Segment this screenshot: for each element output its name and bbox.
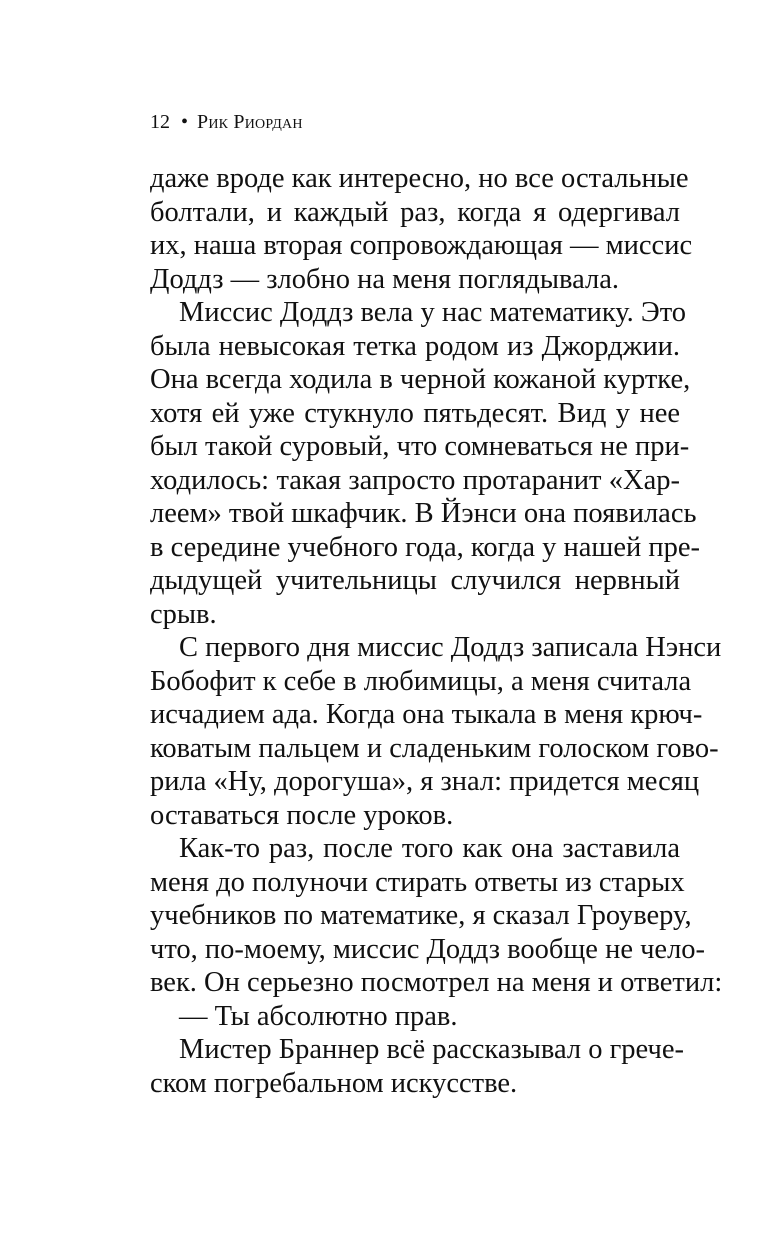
text-line: С первого дня миссис Доддз записала Нэнси: [179, 632, 722, 663]
text-line: хотя ей уже стукнуло пятьдесят. Вид у нее: [150, 397, 680, 429]
text-line: меня до полуночи стирать ответы из старых: [150, 866, 685, 898]
text-line: Доддз — злобно на меня поглядывала.: [150, 263, 619, 295]
text-line: оставаться после уроков.: [150, 799, 454, 831]
text-line: Как-то раз, после того как она заставила: [179, 833, 680, 864]
text-line: в середине учебного года, когда у нашей пре-: [150, 531, 701, 563]
text-line: дыдущей учительницы случился нервный: [150, 565, 680, 596]
text-line: Бобофит к себе в любимицы, а меня считала: [150, 665, 692, 697]
text-line: ском погребальном искусстве.: [150, 1067, 518, 1099]
text-line: век. Он серьезно посмотрел на меня и ответил:: [150, 967, 723, 998]
body-text: [150, 162, 723, 1100]
text-line: болтали, и каждый раз, когда я одергивал: [150, 196, 680, 228]
header-separator: •: [181, 111, 189, 133]
text-line: Мистер Браннер всё рассказывал о грече-: [179, 1034, 684, 1065]
author-name: Рик Риордан: [197, 111, 303, 133]
text-line: Она всегда ходила в черной кожаной куртке,: [150, 364, 691, 395]
text-line: учебников по математике, я сказал Гроуверу,: [150, 900, 692, 931]
text-line: срыв.: [150, 598, 217, 630]
text-line: — Ты абсолютно прав.: [179, 1000, 458, 1032]
running-head: [150, 108, 303, 136]
text-line: Миссис Доддз вела у нас математику. Это: [179, 297, 687, 328]
text-line: даже вроде как интересно, но все остальные: [150, 163, 689, 194]
text-line: коватым пальцем и сладеньким голоском гово-: [150, 732, 719, 764]
text-line: их, наша вторая сопровождающая — миссис: [150, 230, 693, 261]
text-line: была невысокая тетка родом из Джорджии.: [150, 330, 680, 362]
text-line: ходилось: такая запросто протаранит «Хар-: [150, 464, 680, 496]
text-line: исчадием ада. Когда она тыкала в меня крюч-: [150, 699, 703, 730]
page-number: 12: [150, 111, 170, 133]
text-line: леем» твой шкафчик. В Йэнси она появилась: [150, 498, 697, 529]
text-line: был такой суровый, что сомневаться не при-: [150, 431, 690, 462]
text-line: что, по-моему, миссис Доддз вообще не чело-: [150, 933, 706, 965]
text-line: рила «Ну, дорогуша», я знал: придется месяц: [150, 766, 700, 797]
